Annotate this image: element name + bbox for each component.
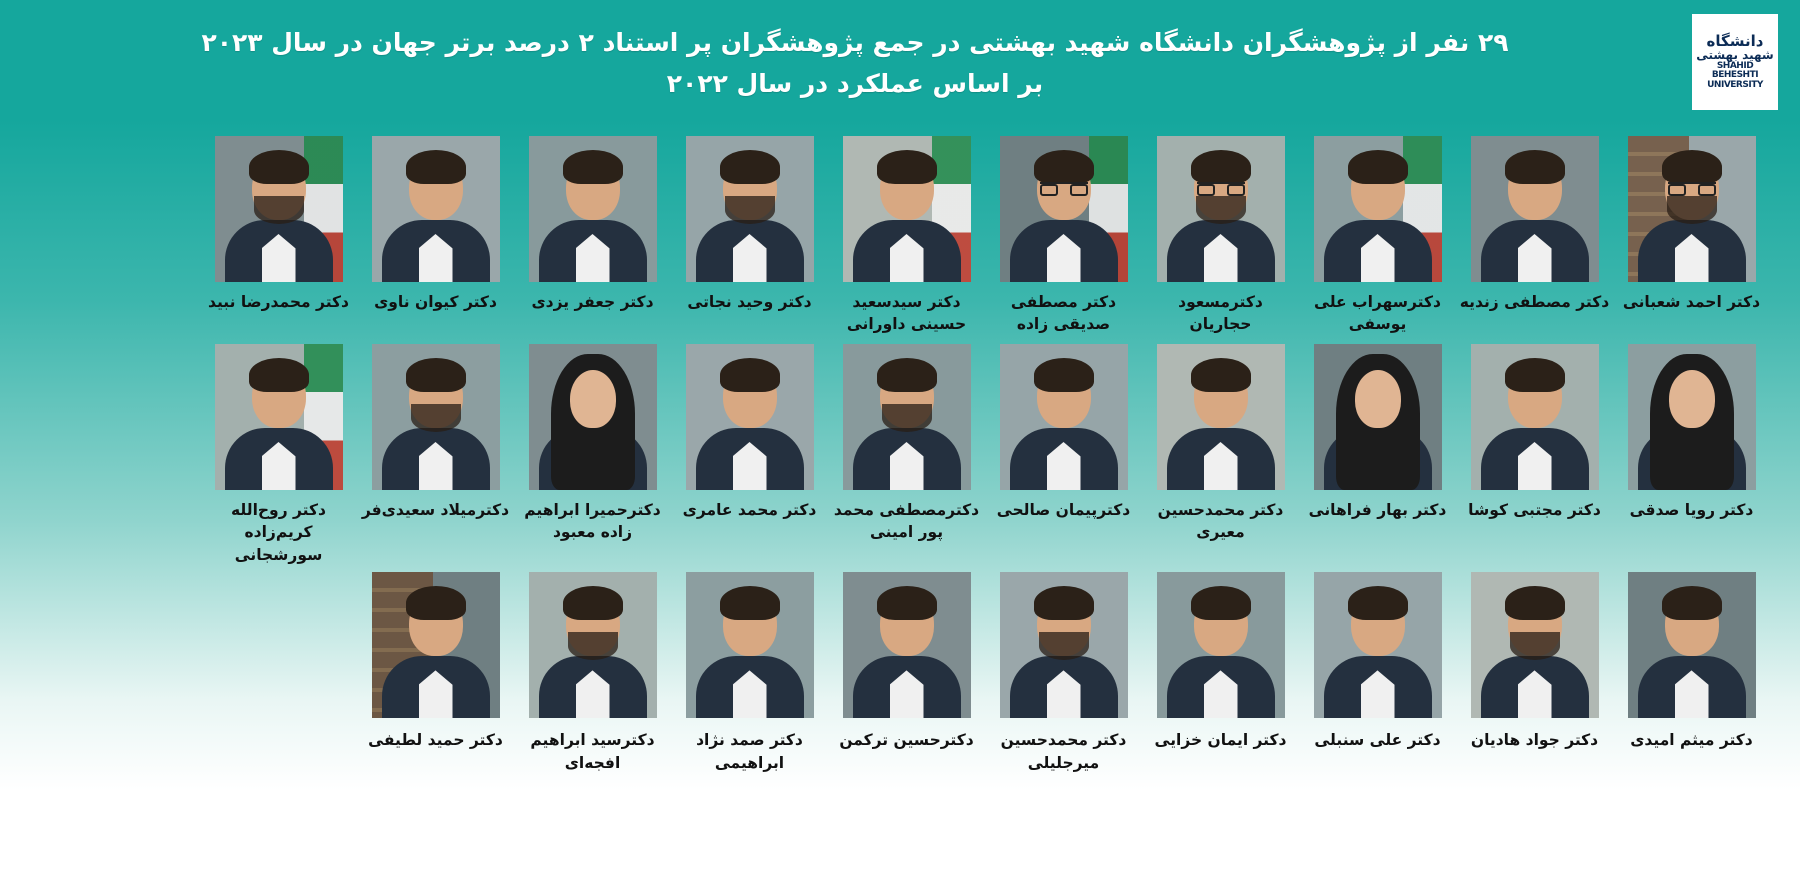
person-name: دکتر علی سنبلی [1314, 731, 1441, 750]
person-name: دکتر جعفر یزدی [531, 293, 654, 311]
eyeglasses [1197, 182, 1245, 194]
person-photo [1314, 344, 1442, 490]
person-name: دکتر محمدحسین میرجلیلی [1000, 731, 1127, 772]
person-card [207, 344, 350, 566]
person-card [992, 572, 1135, 774]
person-photo [372, 572, 500, 718]
person-name: دکترپیمان صالحی [996, 500, 1131, 519]
person-name: دکتر سیدسعید حسینی داورانی [846, 293, 967, 334]
person-photo [1471, 136, 1599, 282]
person-card [1463, 572, 1606, 751]
person-card [361, 344, 510, 521]
person-card [1459, 136, 1610, 313]
person-name: دکتر مصطفی زندیه [1459, 293, 1610, 311]
person-name: دکتر مجتبی کوشا [1468, 500, 1601, 519]
person-photo [1314, 572, 1442, 718]
person-card [1149, 572, 1292, 751]
person-name: دکترسهراب علی یوسفی [1314, 293, 1441, 334]
person-name: دکتر صمد نژاد ابراهیمی [696, 731, 803, 772]
person-photo [1314, 136, 1442, 282]
person-photo [1157, 136, 1285, 282]
person-name: دکتر بهار فراهانی [1308, 500, 1447, 519]
page-title-line-2: بر اساس عملکرد در سال ۲۰۲۲ [666, 69, 1044, 99]
person-photo [1628, 572, 1756, 718]
person-name: دکتر حمید لطیفی [368, 731, 503, 750]
person-name: دکتر میثم امیدی [1630, 731, 1753, 750]
person-name: دکتر محمدحسین معیری [1157, 500, 1284, 542]
person-card [1306, 344, 1449, 521]
person-photo [686, 572, 814, 718]
person-name: دکتر محمد عامری [682, 500, 817, 519]
person-name: دکترمصطفی محمد پور امینی [833, 500, 980, 542]
person-photo [1157, 572, 1285, 718]
person-name: دکتر رویا صدقی [1629, 500, 1754, 519]
person-photo [372, 344, 500, 490]
person-card [1463, 344, 1606, 521]
person-photo [529, 136, 657, 282]
people-row-1 [30, 136, 1770, 336]
eyeglasses [1040, 182, 1088, 194]
person-card [1149, 344, 1292, 544]
person-name: دکتر وحید نجاتی [687, 293, 812, 311]
person-name: دکترمیلاد سعیدی‌فر [361, 500, 510, 519]
person-card [364, 572, 507, 751]
poster-header [0, 0, 1800, 118]
person-name: دکتر محمدرضا نبید [208, 293, 349, 311]
person-photo [843, 344, 971, 490]
person-name: دکتر کیوان ناوی [374, 293, 497, 311]
page-title-line-1: ۲۹ نفر از پژوهشگران دانشگاه شهید بهشتی در جمع پژوهشگران پر استناد ۲ درصد برتر جهان در سال ۲۰۲۳ [201, 28, 1509, 57]
person-photo [372, 136, 500, 282]
person-card [521, 572, 664, 774]
person-name: دکترحمیرا ابراهیم زاده معبود [524, 500, 661, 542]
person-name: دکترحسین ترکمن [839, 731, 974, 750]
person-card [207, 136, 350, 313]
person-name: دکتر احمد شعبانی [1622, 293, 1761, 311]
eyeglasses [1668, 182, 1716, 194]
people-row-3 [30, 572, 1770, 774]
person-name: دکتر مصطفی صدیقی زاده [1010, 293, 1117, 334]
person-photo [1000, 136, 1128, 282]
person-card [992, 344, 1135, 521]
person-photo [1628, 136, 1756, 282]
person-card [1620, 572, 1763, 751]
person-card [1306, 136, 1449, 336]
person-name: دکترمسعود حجاریان [1178, 293, 1263, 334]
logo-line-2: شهید بهشتی [1696, 48, 1774, 63]
person-card [521, 136, 664, 313]
person-card [678, 136, 821, 313]
person-name: دکترسید ابراهیم افجه‌ای [530, 731, 655, 772]
people-row-2 [30, 344, 1770, 566]
person-card [678, 344, 821, 521]
person-photo [843, 136, 971, 282]
person-photo [1157, 344, 1285, 490]
person-photo [215, 136, 343, 282]
page-title [40, 22, 1670, 105]
person-card [1149, 136, 1292, 336]
person-card [521, 344, 664, 544]
person-name: دکتر جواد هادیان [1470, 731, 1599, 750]
person-photo [686, 344, 814, 490]
person-photo [686, 136, 814, 282]
person-photo [1628, 344, 1756, 490]
person-card [835, 344, 978, 544]
shahid-beheshti-university-logo [1692, 14, 1778, 110]
people-grid [0, 136, 1800, 774]
person-photo [215, 344, 343, 490]
person-card [835, 572, 978, 751]
person-photo [1000, 344, 1128, 490]
person-card [678, 572, 821, 774]
logo-line-3: SHAHID BEHESHTI UNIVERSITY [1707, 61, 1763, 90]
person-card [1306, 572, 1449, 751]
person-photo [1471, 344, 1599, 490]
person-name: دکتر ایمان خزایی [1154, 731, 1287, 750]
person-name: دکتر روح‌الله کریم‌زاده سورشجانی [231, 500, 326, 564]
person-photo [843, 572, 971, 718]
person-card [1620, 344, 1763, 521]
person-card [364, 136, 507, 313]
person-photo [1471, 572, 1599, 718]
person-card [835, 136, 978, 336]
logo-line-1: دانشگاه [1706, 31, 1764, 50]
person-photo [529, 572, 657, 718]
person-card [992, 136, 1135, 336]
person-photo [1000, 572, 1128, 718]
person-card [1620, 136, 1763, 313]
person-photo [529, 344, 657, 490]
